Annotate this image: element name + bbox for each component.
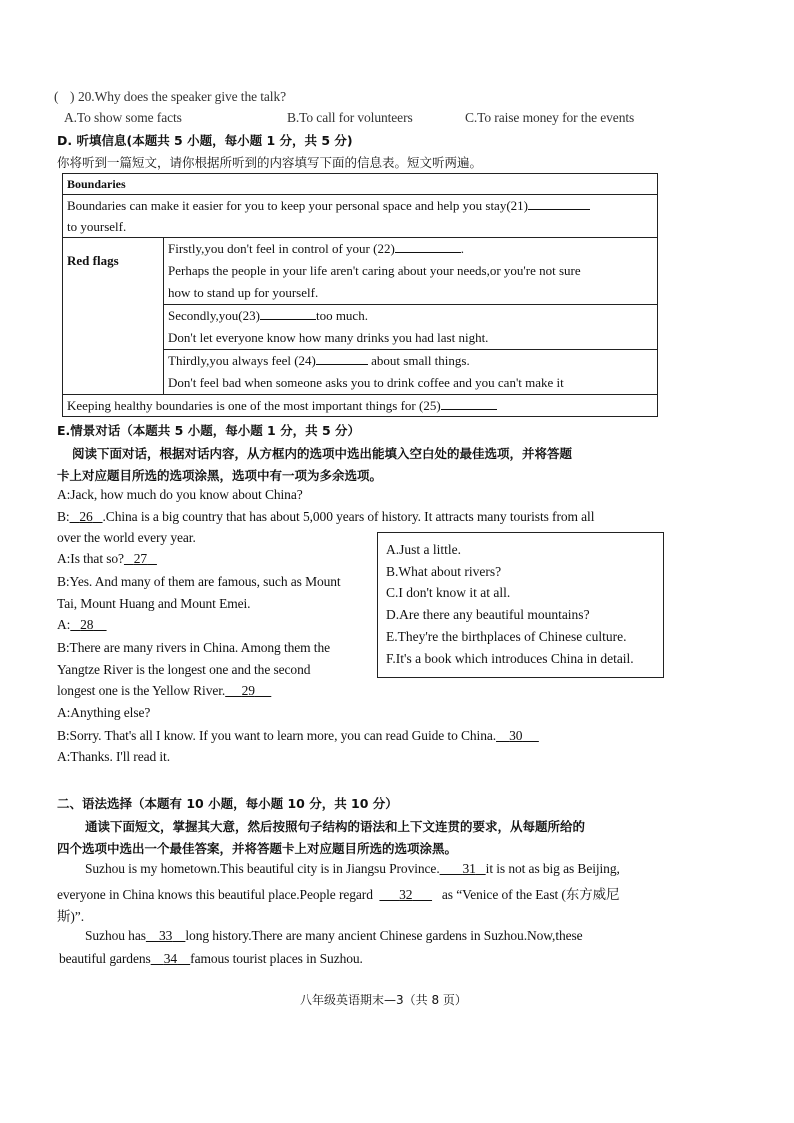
option-f[interactable]: F.It's a book which introduces China in detail. (386, 650, 634, 666)
table-intro-line1: Boundaries can make it easier for you to keep your personal space and help you stay(21) (67, 198, 528, 213)
dialogue-line-2-text: .China is a big country that has about 5,000 years of history. It attracts many tourists from all (102, 509, 595, 524)
option-a[interactable]: A.Just a little. (386, 542, 461, 557)
flag1-line2: Perhaps the people in your life aren't caring about your needs,or you're not sure (168, 263, 581, 278)
dialogue-line-12-text: B:Sorry. That's all I know. If you want to learn more, you can read Guide to China. (57, 728, 497, 743)
blank-25[interactable] (441, 395, 497, 410)
dialogue-line-10 (57, 683, 271, 699)
dialogue-line-12 (57, 728, 539, 744)
flag2-line1-a: Secondly,you(23) (168, 308, 260, 323)
passage-line-5-a: beautiful gardens (59, 951, 151, 966)
blank-34-number: 34 (163, 951, 178, 966)
passage-line-4 (85, 928, 583, 944)
flag2-cell (164, 305, 658, 350)
blank-29[interactable] (225, 683, 271, 698)
q20-option-b: B.To call for volunteers (287, 110, 413, 125)
blank-29-number: 29 (241, 683, 255, 698)
blank-30[interactable] (496, 728, 539, 743)
flag2-line1-b: too much. (315, 308, 368, 323)
blank-33[interactable] (146, 928, 186, 943)
dialogue-line-8: B:There are many rivers in China. Among them the (57, 640, 331, 655)
options-box (377, 532, 664, 678)
passage-line-5 (59, 951, 363, 967)
flag1-line1: Firstly,you don't feel in control of your (22) (168, 241, 395, 256)
passage-line-3: 斯)”. (57, 909, 84, 924)
blank-22[interactable] (395, 238, 461, 253)
blank-26[interactable] (70, 509, 103, 524)
passage-line-2 (57, 883, 619, 903)
dialogue-line-5: B:Yes. And many of them are famous, such as Mount (57, 574, 341, 589)
blank-28[interactable] (70, 617, 106, 632)
dialogue-line-1: A:Jack, how much do you know about China? (57, 487, 303, 502)
blank-28-number: 28 (80, 617, 94, 632)
blank-21[interactable] (528, 195, 590, 210)
table-intro-line2: to yourself. (67, 219, 127, 234)
blank-26-number: 26 (79, 509, 93, 524)
option-b[interactable]: B.What about rivers? (386, 563, 502, 579)
dialogue-line-10-text: longest one is the Yellow River. (57, 683, 226, 698)
section-e-instruction-2: 卡上对应题目所选的选项涂黑，选项中有一项为多余选项。 (57, 468, 383, 483)
passage-line-2-b: as “Venice of the East (东方威尼 (441, 887, 620, 902)
section-2-instruction-1: 通读下面短文，掌握其大意，然后按照句子结构的语法和上下文连贯的要求，从每题所给的 (85, 819, 586, 834)
dialogue-line-7-text: A: (57, 617, 71, 632)
passage-line-5-b: famous tourist places in Suzhou. (190, 951, 363, 966)
table-footer-text: Keeping healthy boundaries is one of the most important things for (25) (67, 398, 441, 413)
table-header: Boundaries (63, 174, 658, 195)
dialogue-line-4 (57, 551, 157, 567)
flag1-line3: how to stand up for yourself. (168, 285, 319, 300)
blank-31[interactable] (440, 861, 486, 876)
passage-line-2-a: everyone in China knows this beautiful place.People regard (57, 887, 373, 902)
passage-line-1-a: Suzhou is my hometown.This beautiful city is in Jiangsu Province. (85, 861, 440, 876)
flag2-line2: Don't let everyone know how many drinks you had last night. (168, 330, 489, 345)
passage-line-4-b: long history.There are many ancient Chinese gardens in Suzhou.Now,these (185, 928, 583, 943)
passage-line-1-b: it is not as big as Beijing, (485, 861, 620, 876)
dialogue-speaker-b: B: (57, 509, 70, 524)
dialogue-line-13: A:Thanks. I'll read it. (57, 749, 170, 764)
q20-option-a: A.To show some facts (64, 110, 182, 125)
flag3-line2: Don't feel bad when someone asks you to drink coffee and you can't make it (168, 375, 564, 390)
q20-paren-close: ) (70, 89, 75, 104)
blank-24[interactable] (316, 350, 368, 365)
section-d-instruction: 你将听到一篇短文，请你根据所听到的内容填写下面的信息表。短文听两遍。 (57, 155, 483, 170)
blank-31-number: 31 (462, 861, 476, 876)
section-d-title: D. 听填信息(本题共 5 小题，每小题 1 分，共 5 分) (57, 133, 353, 148)
dialogue-line-2 (57, 509, 594, 525)
section-2-instruction-2: 四个选项中选出一个最佳答案，并将答题卡上对应题目所选的选项涂黑。 (57, 841, 458, 856)
info-table (62, 173, 658, 417)
option-d[interactable]: D.Are there any beautiful mountains? (386, 607, 590, 623)
blank-34[interactable] (151, 951, 191, 966)
blank-33-number: 33 (158, 928, 173, 943)
q20-option-c: C.To raise money for the events (465, 110, 635, 125)
section-2-title: 二、语法选择（本题有 10 小题，每小题 10 分，共 10 分） (57, 796, 398, 811)
flag1-cell: Firstly,you don't feel in control of your (22) . Perhaps the people in your life aren't caring about your needs,or you're not sure how to stand up for yourself. (164, 238, 658, 305)
option-c[interactable]: C.I don't know it at all. (386, 585, 511, 601)
flag3-line1-a: Thirdly,you always feel (24) (168, 353, 316, 368)
passage-line-1 (85, 861, 620, 877)
option-e[interactable]: E.They're the birthplaces of Chinese culture. (386, 628, 627, 644)
section-e-title: E.情景对话（本题共 5 小题，每小题 1 分，共 5 分） (57, 423, 360, 438)
flag3-line1-b: about small things. (371, 353, 470, 368)
table-intro (63, 195, 658, 238)
blank-27-number: 27 (133, 551, 148, 566)
q20-question: 20.Why does the speaker give the talk? (78, 89, 287, 104)
dialogue-line-11: A:Anything else? (57, 705, 151, 720)
page-footer: 八年级英语期末—3（共 8 页） (300, 993, 467, 1007)
dialogue-line-9: Yangtze River is the longest one and the second (57, 662, 311, 677)
blank-23[interactable] (260, 305, 316, 320)
blank-32[interactable] (379, 887, 432, 902)
dialogue-line-6: Tai, Mount Huang and Mount Emei. (57, 596, 251, 611)
q20-paren: ( (54, 89, 59, 104)
blank-30-number: 30 (509, 728, 523, 743)
passage-line-4-a: Suzhou has (85, 928, 146, 943)
table-footer (63, 395, 658, 417)
section-e-instruction-1: 阅读下面对话，根据对话内容，从方框内的选项中选出能填入空白处的最佳选项，并将答题 (72, 446, 573, 461)
blank-27[interactable] (124, 551, 157, 566)
dialogue-line-3: over the world every year. (57, 530, 196, 545)
red-flags-label: Red flags (63, 238, 164, 395)
dialogue-line-4-text: A:Is that so? (57, 551, 124, 566)
dialogue-line-7 (57, 617, 107, 633)
flag3-cell (164, 350, 658, 395)
blank-32-number: 32 (399, 887, 413, 902)
